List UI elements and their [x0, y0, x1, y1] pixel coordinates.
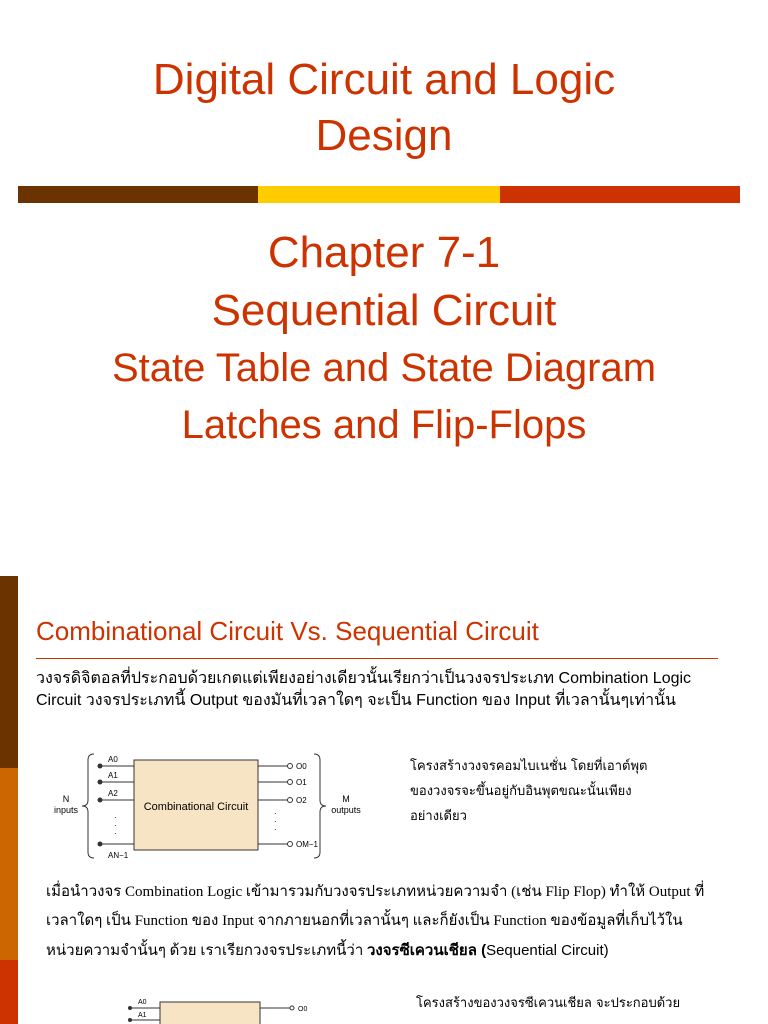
combinational-circuit-diagram — [48, 746, 368, 866]
sequential-term: วงจรซีเควนเชียล ( — [367, 942, 487, 959]
combinational-description: โครงสร้างวงจรคอมไบเนชั่น โดยที่เอาต์พุตของวงจรจะขึ้นอยู่กับอินพุตขณะนั้นเพียงอย่างเดียว — [410, 759, 648, 824]
output-o2: O2 — [296, 796, 307, 805]
title-line-1: Digital Circuit and Logic — [152, 55, 616, 104]
block-label: Combinational Circuit — [143, 801, 249, 813]
divider-segment-red — [500, 186, 740, 203]
svg-text:·: · — [274, 817, 277, 826]
svg-text:·: · — [114, 821, 117, 830]
slide-title — [0, 52, 768, 164]
title-rule — [36, 658, 718, 659]
input-a2: A2 — [108, 789, 118, 798]
seq-input-a1: A1 — [138, 1012, 147, 1019]
input-a0: A0 — [108, 755, 118, 764]
svg-text:·: · — [274, 825, 277, 834]
chapter-heading: Chapter 7-1 — [267, 228, 501, 277]
divider-segment-yellow — [258, 186, 500, 203]
sequential-paragraph — [46, 878, 706, 966]
sequential-circuit-diagram — [120, 994, 360, 1024]
inputs-label: inputs — [53, 805, 79, 815]
output-o0: O0 — [296, 762, 307, 771]
color-sidebar — [0, 576, 18, 1024]
intro-paragraph: วงจรดิจิตอลที่ประกอบด้วยเกตแต่เพียงอย่างเดียวนั้นเรียกว่าเป็นวงจรประเภท Combination Logic Circuit วงจรประเภทนี้ Output ของมันที่เวลาใดๆ จะเป็น Function ของ Input ที่เวลานั้นๆเท่านั้น — [36, 670, 692, 709]
sequential-term-english: Sequential Circuit) — [486, 942, 609, 959]
content-slide — [0, 576, 768, 1024]
seq-input-a0: A0 — [138, 999, 147, 1006]
subtopic-1: State Table and State Diagram — [111, 346, 657, 390]
color-divider — [18, 186, 740, 203]
sequential-block — [160, 1002, 260, 1024]
title-line-2: Design — [315, 111, 453, 160]
seq-output-o0: O0 — [298, 1006, 308, 1013]
sequential-description: โครงสร้างของวงจรซีเควนเชียล จะประกอบด้วย — [416, 996, 681, 1011]
svg-text:·: · — [114, 813, 117, 822]
outputs-label: outputs — [331, 805, 361, 815]
inputs-n-label: N — [62, 794, 70, 804]
inputs-bracket — [82, 754, 94, 858]
divider-segment-brown — [18, 186, 258, 203]
svg-text:·: · — [114, 829, 117, 838]
sidebar-segment-orange — [0, 768, 18, 960]
outputs-m-label: M — [342, 794, 350, 804]
subtopic-2: Latches and Flip-Flops — [181, 403, 587, 447]
topic-heading: Sequential Circuit — [211, 286, 557, 335]
output-o1: O1 — [296, 778, 307, 787]
svg-text:·: · — [274, 809, 277, 818]
slide-subtitle — [0, 224, 768, 454]
sequential-paragraph-text: เมื่อนำวงจร Combination Logic เข้ามารวมกับวงจรประเภทหน่วยความจำ (เช่น Flip Flop) ทำให้ Output ที่เวลาใดๆ เป็น Function ของ Input จากภายนอกที่เวลานั้นๆ และก็ยังเป็น Function ของข้อมูลที่เก็บไว้ในหน่วยความจำนั้นๆ ด้วย เราเรียกวงจรประเภทนี้ว่า — [46, 884, 705, 959]
content-slide-title: Combinational Circuit Vs. Sequential Circuit — [36, 616, 539, 646]
input-a1: A1 — [108, 771, 118, 780]
input-an: AN−1 — [108, 851, 129, 860]
sidebar-segment-red — [0, 960, 18, 1024]
output-om: OM−1 — [296, 840, 319, 849]
sidebar-segment-brown — [0, 576, 18, 768]
